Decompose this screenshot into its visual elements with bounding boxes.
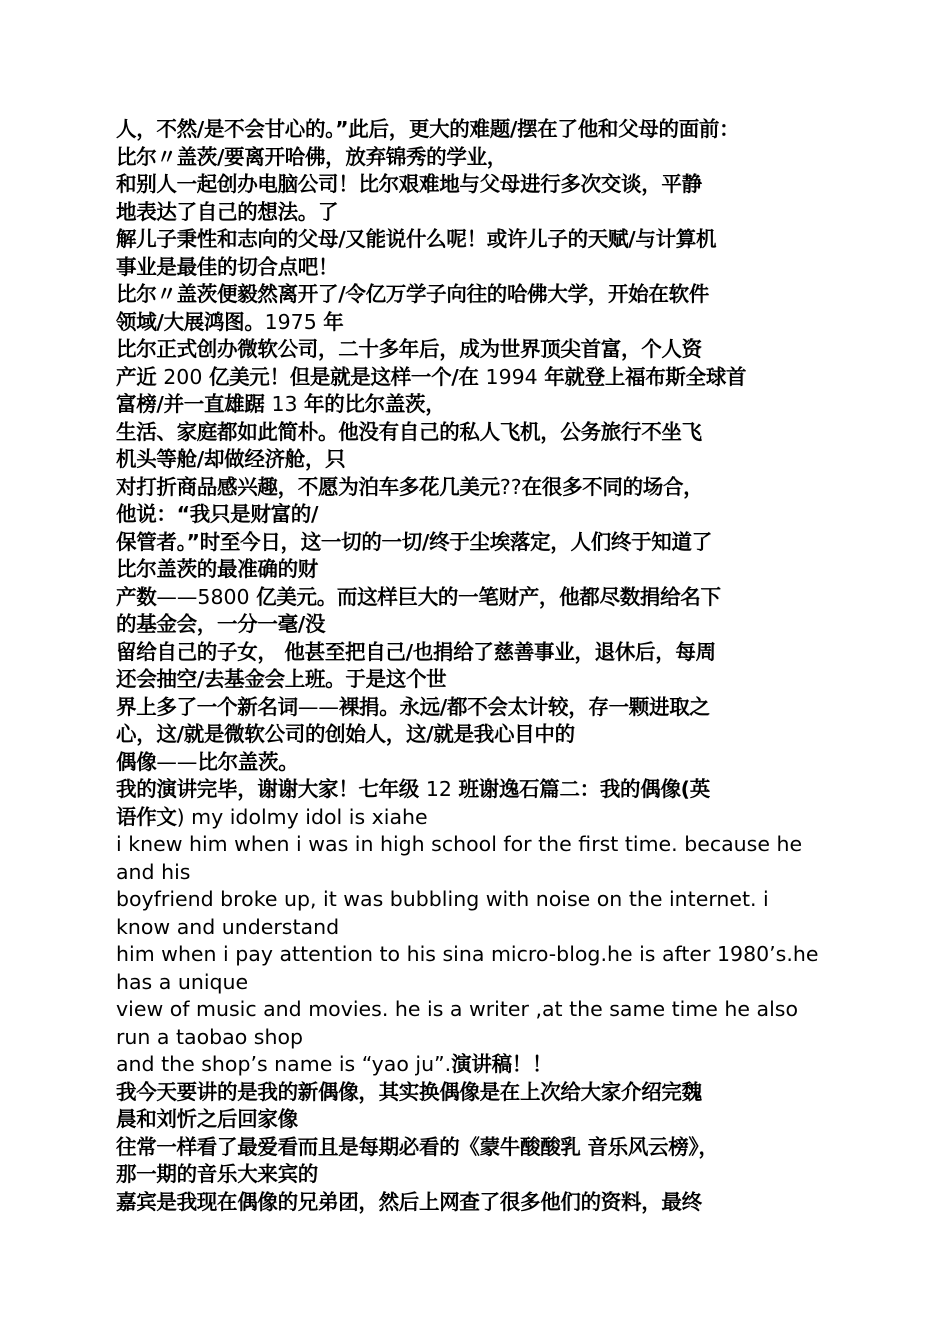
text-line [116, 281, 846, 309]
text-line [116, 584, 846, 612]
text-line [116, 364, 846, 392]
text-run: 晨和刘忻之后回家像 [116, 1107, 298, 1131]
text-run: 事业是最佳的切合点吧！ [116, 254, 339, 279]
text-run: 比尔盖茨。 [197, 749, 299, 774]
text-line [116, 694, 846, 722]
text-run: 演讲稿！！ [451, 1052, 553, 1076]
text-line [116, 1189, 846, 1217]
text-line [116, 996, 846, 1024]
text-run: 亿美元！但是就是这样一个/在 [208, 364, 486, 389]
text-run: 那一期的音乐大来宾的 [116, 1162, 318, 1186]
text-run: 亿美元。而这样巨大的一笔财产，他都尽数捐给名下 [256, 584, 721, 609]
text-run: 比尔正式创办微软公司，二十多年后，成为世界顶尖首富，个人资 [116, 337, 702, 361]
text-line [116, 1134, 846, 1162]
text-run: know and understand [116, 914, 340, 939]
text-run: 生活、家庭都如此简朴。他没有自己的私人飞机，公务旅行不坐飞 [116, 419, 702, 444]
text-run: ?? [499, 474, 522, 499]
text-line [116, 639, 846, 667]
text-run: 还会抽空/去基金会上班。于是这个世 [116, 667, 447, 691]
text-line [116, 1051, 846, 1079]
text-line [116, 1161, 846, 1189]
text-line [116, 1106, 846, 1134]
text-run: 保管者。”时至今日，这一切的一切/终于尘埃落定，人们终于知道了 [116, 529, 712, 554]
text-line [116, 309, 846, 337]
text-run: 他说：“我只是财富的/ [116, 502, 319, 526]
text-run: 12 [425, 777, 459, 801]
text-run: 年 [323, 309, 344, 334]
text-line [116, 1079, 846, 1107]
text-line [116, 254, 846, 282]
text-line [116, 171, 846, 199]
text-run: run a taobao shop [116, 1024, 304, 1049]
text-run: 比尔〃盖茨/要离开哈佛，放弃锦秀的学业， [116, 144, 507, 169]
text-line [116, 969, 846, 997]
text-run: 和别人一起创办电脑公司！比尔艰难地与父母进行多次交谈，平静 [116, 172, 702, 196]
text-run: and the shop’s name is “yao ju”. [116, 1052, 452, 1076]
text-run: ) my idolmy idol is xiahe [176, 804, 428, 829]
text-line [116, 226, 846, 254]
text-line [116, 611, 846, 639]
text-run: 1975 [264, 309, 324, 334]
text-run: 语作文 [116, 804, 177, 829]
text-run: 1994 [485, 364, 545, 389]
text-line [116, 199, 846, 227]
text-line [116, 914, 846, 942]
text-run: 心，这/就是微软公司的创始人，这/就是我心目中的 [116, 722, 575, 746]
text-run: 留给自己的子女， 他甚至把自己/也捐给了慈善事业，退休后，每周 [116, 639, 716, 664]
text-run: view of music and movies. he is a writer ,at the same time he also [116, 997, 799, 1021]
text-run: boyfriend broke up, it was bubbling with noise on the internet. i [116, 887, 769, 911]
text-line [116, 1024, 846, 1052]
text-run: 产近 [116, 364, 164, 389]
text-run: 人，不然/是不会甘心的。”此后，更大的难题/摆在了他和父母的面前： [116, 117, 740, 141]
text-run: —— [156, 749, 198, 774]
text-line [116, 336, 846, 364]
text-run: ——5800 [156, 584, 257, 609]
text-line [116, 776, 846, 804]
text-run: him when i pay attention to his sina micro-blog.he is after 1980’s.he [116, 942, 819, 966]
text-run: 比尔〃盖茨便毅然离开了/令亿万学子向往的哈佛大学，开始在软件 [116, 282, 709, 306]
text-run: 偶像 [116, 749, 157, 774]
text-line [116, 446, 846, 474]
text-line [116, 144, 846, 172]
text-run: 比尔盖茨的最准确的财 [116, 557, 318, 581]
text-run: 年就登上福布斯全球首 [544, 364, 747, 389]
text-line [116, 556, 846, 584]
text-run: 领域/大展鸿图。 [116, 309, 265, 334]
text-run: i knew him when i was in high school for the first time. because he [116, 832, 803, 856]
text-run: 富榜/并一直雄踞 [116, 392, 272, 416]
text-line [116, 391, 846, 419]
text-run: 13 [271, 392, 305, 416]
text-run: 往常一样看了最爱看而且是每期必看的《蒙牛酸酸乳 音乐风云榜》， [116, 1134, 719, 1159]
text-run: 我的演讲完毕，谢谢大家！七年级 [116, 777, 426, 801]
text-run: 年的比尔盖茨， [304, 392, 446, 416]
text-line [116, 804, 846, 832]
text-run: 机头等舱/却做经济舱，只 [116, 447, 346, 471]
text-line [116, 886, 846, 914]
text-run: has a unique [116, 969, 249, 994]
text-line [116, 501, 846, 529]
document-body-text [116, 116, 846, 1216]
text-line [116, 666, 846, 694]
text-run: 嘉宾是我现在偶像的兄弟团，然后上网查了很多他们的资料，最终 [116, 1189, 702, 1214]
text-run: 对打折商品感兴趣，不愿为泊车多花几美元 [116, 474, 500, 499]
text-line [116, 941, 846, 969]
text-line [116, 859, 846, 887]
text-run: 的基金会，一分一毫/没 [116, 612, 326, 636]
text-run: —— [297, 694, 339, 719]
text-run: 200 [163, 364, 209, 389]
text-line [116, 474, 846, 502]
text-run: 解儿子秉性和志向的父母/又能说什么呢！或许儿子的天赋/与计算机 [116, 227, 717, 251]
text-run: 裸捐。永远/都不会太计较，存一颗进取之 [338, 694, 710, 719]
text-line [116, 419, 846, 447]
text-run: 产数 [116, 584, 157, 609]
text-run: 界上多了一个新名词 [116, 694, 298, 719]
text-line [116, 529, 846, 557]
text-run: and his [116, 859, 191, 884]
text-line [116, 721, 846, 749]
text-line [116, 831, 846, 859]
text-line [116, 116, 846, 144]
text-run: 地表达了自己的想法。了 [116, 199, 339, 224]
text-run: 班谢逸石篇二：我的偶像(英 [458, 777, 710, 801]
text-line [116, 749, 846, 777]
text-run: 在很多不同的场合， [521, 474, 704, 499]
text-run: 我今天要讲的是我的新偶像，其实换偶像是在上次给大家介绍完魏 [116, 1079, 702, 1104]
